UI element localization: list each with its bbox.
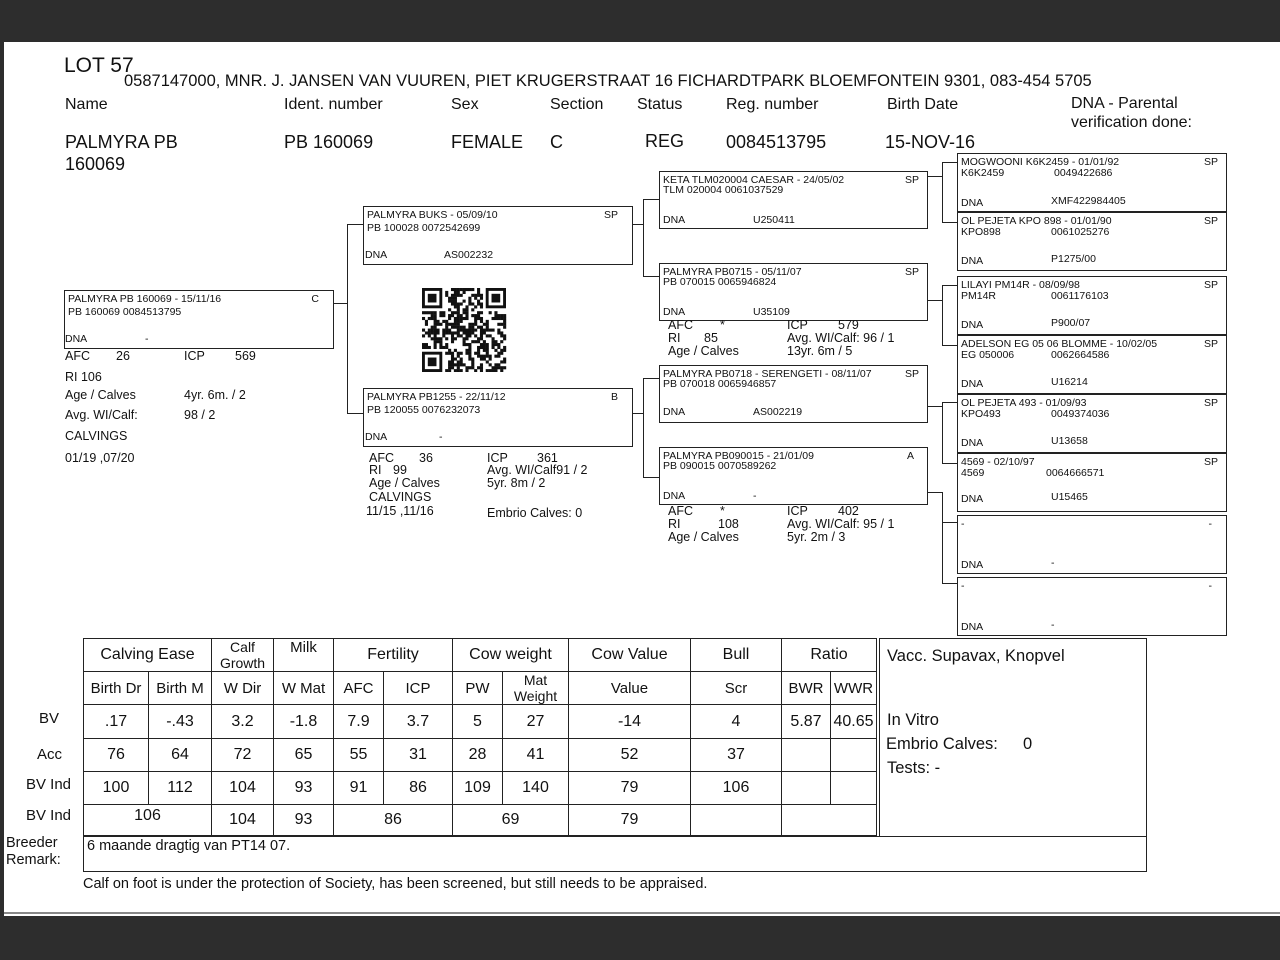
dam-title: PALMYRA PB1255 - 22/11/12 — [367, 391, 506, 403]
ggp-title: 4569 - 02/10/97 — [961, 456, 1035, 468]
dam-tag: B — [610, 391, 618, 403]
pedigree-certificate — [4, 42, 1280, 916]
ggp-reg: 0049374036 — [1051, 408, 1110, 420]
ggp-dna-label: DNA — [961, 621, 984, 633]
dam-calvings-label: CALVINGS — [369, 490, 432, 504]
gp-ids: TLM 020004 0061037529 — [663, 184, 784, 196]
gp-dna-value: U250411 — [753, 214, 795, 226]
ggp-reg: 0061176103 — [1051, 290, 1109, 302]
sire-tag: SP — [603, 209, 618, 221]
bv-ind-cell: 104 — [212, 772, 274, 805]
subject-dna-label: DNA — [65, 333, 88, 345]
row-label-bv: BV — [39, 710, 60, 727]
animal-birth: 15-NOV-16 — [885, 132, 976, 152]
connector — [942, 285, 957, 286]
great-grandparent-box — [957, 335, 1227, 394]
grandparent-box — [659, 365, 928, 423]
animal-reg: 0084513795 — [726, 132, 827, 152]
subject-box — [64, 290, 334, 349]
lot-number: LOT 57 — [64, 54, 134, 77]
bv-ind-cell — [831, 772, 877, 805]
connector — [942, 402, 957, 403]
dam-embrio: Embrio Calves: 0 — [487, 506, 583, 520]
bv-ind-cell: 100 — [84, 772, 149, 805]
ggp-dna-label: DNA — [961, 197, 984, 209]
acc-cell: 64 — [149, 739, 212, 772]
ggp-id: PM14R — [961, 290, 997, 302]
sub-pw: PW — [453, 672, 503, 705]
animal-name-1: PALMYRA PB — [65, 132, 178, 152]
gp-ids: PB 070018 0065946857 — [663, 378, 777, 390]
dam-calvings: 11/15 ,11/16 — [366, 504, 434, 518]
sub-scr: Scr — [691, 672, 782, 705]
gp2-age: 13yr. 6m / 5 — [787, 344, 853, 358]
gp-tag: SP — [904, 266, 919, 278]
ggp-dna-value: U16214 — [1051, 376, 1088, 388]
sub-wwr: WWR — [831, 672, 877, 705]
gp2-icp: 579 — [838, 318, 859, 332]
gp4-age: 5yr. 2m / 3 — [787, 530, 846, 544]
dam-ri: 99 — [393, 463, 407, 477]
ggp-dna-label: DNA — [961, 559, 984, 571]
dam-wi: Avg. WI/Calf91 / 2 — [487, 463, 588, 477]
bv-ind-cell: 140 — [503, 772, 569, 805]
bv-ind-2-cell — [691, 805, 782, 836]
sub-afc: AFC — [334, 672, 384, 705]
ggp-dna-label: DNA — [961, 319, 984, 331]
gp-tag: SP — [904, 368, 919, 380]
ggp-dna-value: P900/07 — [1051, 317, 1091, 329]
remark-label-2: Remark: — [6, 852, 61, 868]
owner-details: 0587147000, MNR. J. JANSEN VAN VUUREN, PIET KRUGERSTRAAT 16 FICHARDTPARK BLOEMFONTEIN 9301, 083-454 5705 — [124, 72, 1092, 90]
breeding-values-table — [83, 638, 877, 836]
bv-ind-cell: 79 — [569, 772, 691, 805]
gp2-afc: * — [720, 318, 725, 332]
sub-icp: ICP — [384, 672, 453, 705]
connector — [942, 345, 957, 346]
gp-ids: PB 090015 0070589262 — [663, 460, 777, 472]
footer-note: Calf on foot is under the protection of Society, has been screened, but still needs to be appraised. — [83, 876, 708, 892]
remark-box — [83, 836, 1147, 872]
header-sex: Sex — [451, 96, 479, 113]
sub-birth-m: Birth M — [149, 672, 212, 705]
dam-dna-label: DNA — [365, 431, 388, 443]
row-label-acc: Acc — [37, 746, 63, 763]
connector — [643, 199, 659, 200]
great-grandparent-box — [957, 394, 1227, 453]
group-ratio: Ratio — [782, 639, 877, 672]
ggp-dna-value: - — [1051, 557, 1055, 569]
gp2-wi: Avg. WI/Calf: 96 / 1 — [787, 331, 895, 345]
acc-cell — [782, 739, 831, 772]
bv-ind-2-cell — [782, 805, 877, 836]
acc-cell: 31 — [384, 739, 453, 772]
gp4-ri: 108 — [718, 517, 739, 531]
bv-ind-cell: 86 — [384, 772, 453, 805]
gp-dna-value: U35109 — [753, 306, 790, 318]
sire-dna-label: DNA — [365, 249, 388, 261]
sire-ids: PB 100028 0072542699 — [367, 222, 481, 234]
animal-name-2: 160069 — [65, 154, 126, 174]
ggp-title: ADELSON EG 05 06 BLOMME - 10/02/05 — [961, 338, 1158, 350]
bv-ind-2-cell: 93 — [274, 805, 334, 836]
bv-ind-2-cell: 86 — [334, 805, 453, 836]
animal-ident: PB 160069 — [284, 132, 374, 152]
subject-afc-label: AFC — [65, 349, 90, 363]
group-bull: Bull — [691, 639, 782, 672]
bv-ind-2-cell: 79 — [569, 805, 691, 836]
subject-age-label: Age / Calves — [65, 388, 136, 402]
group-calf-growth: Calf Growth — [212, 639, 274, 672]
ggp-reg: 0061025276 — [1051, 226, 1110, 238]
gp4-ri-label: RI — [668, 517, 681, 531]
group-calving-ease: Calving Ease — [84, 639, 212, 672]
great-grandparent-box — [957, 212, 1227, 271]
connector — [643, 199, 644, 277]
gp4-age-label: Age / Calves — [668, 530, 739, 544]
animal-section: C — [550, 132, 563, 152]
gp-dna-label: DNA — [663, 406, 686, 418]
acc-cell: 41 — [503, 739, 569, 772]
ggp-tag: SP — [1203, 397, 1218, 409]
group-fertility: Fertility — [334, 639, 453, 672]
connector — [926, 176, 943, 177]
remark-label-1: Breeder — [6, 835, 58, 851]
subject-icp: 569 — [235, 349, 256, 363]
gp2-ri-label: RI — [668, 331, 681, 345]
acc-cell: 52 — [569, 739, 691, 772]
dam-ri-label: RI — [369, 463, 382, 477]
bv-ind-cell: 93 — [274, 772, 334, 805]
acc-cell: 76 — [84, 739, 149, 772]
group-cow-value: Cow Value — [569, 639, 691, 672]
dam-afc: 36 — [419, 451, 433, 465]
gp2-afc-label: AFC — [668, 318, 693, 332]
bv-ind-cell — [782, 772, 831, 805]
subject-wi: 98 / 2 — [184, 408, 216, 422]
gp-tag: SP — [904, 174, 919, 186]
gp4-icp-label: ICP — [787, 504, 808, 518]
gp-title: PALMYRA PB090015 - 21/01/09 — [663, 450, 814, 462]
invitro-note: In Vitro — [887, 711, 939, 729]
ggp-dna-label: DNA — [961, 493, 984, 505]
acc-cell — [831, 739, 877, 772]
embrio-label: Embrio Calves: — [886, 735, 998, 753]
ggp-id: K6K2459 — [961, 167, 1005, 179]
sire-dna-value: AS002232 — [444, 249, 494, 261]
connector — [942, 162, 943, 223]
connector — [942, 522, 957, 523]
header-dna-2: verification done: — [1071, 114, 1192, 131]
ggp-dna-value: - — [1051, 619, 1055, 631]
ggp-tag: SP — [1203, 215, 1218, 227]
ggp-id: KPO898 — [961, 226, 1001, 238]
dam-age: 5yr. 8m / 2 — [487, 476, 546, 490]
bv-ind-2-cell: 106 — [84, 805, 212, 836]
gp2-ri: 85 — [704, 331, 718, 345]
sub-value: Value — [569, 672, 691, 705]
subject-calvings-label: CALVINGS — [65, 429, 128, 443]
connector — [926, 300, 943, 301]
bv-cell: .17 — [84, 705, 149, 739]
connector — [332, 303, 348, 304]
ggp-dna-value: U15465 — [1051, 491, 1088, 503]
connector — [926, 406, 943, 407]
bv-cell: 40.65 — [831, 705, 877, 739]
dam-icp: 361 — [537, 451, 558, 465]
ggp-title: - — [961, 518, 965, 530]
great-grandparent-box — [957, 276, 1227, 335]
ggp-id: 4569 — [961, 467, 985, 479]
acc-cell: 72 — [212, 739, 274, 772]
bv-cell: -.43 — [149, 705, 212, 739]
tests-note: Tests: - — [887, 759, 941, 777]
sire-box — [363, 206, 633, 265]
bv-ind-cell: 106 — [691, 772, 782, 805]
header-birth: Birth Date — [887, 96, 959, 113]
great-grandparent-box — [957, 577, 1227, 636]
gp-title: PALMYRA PB0718 - SERENGETI - 08/11/07 — [663, 368, 872, 380]
great-grandparent-box — [957, 153, 1227, 212]
grandparent-box — [659, 171, 928, 229]
bv-cell: 3.2 — [212, 705, 274, 739]
sub-bwr: BWR — [782, 672, 831, 705]
gp-tag: A — [906, 450, 914, 462]
header-ident: Ident. number — [284, 96, 383, 113]
connector — [942, 463, 957, 464]
connector — [643, 276, 659, 277]
ggp-dna-value: P1275/00 — [1051, 253, 1096, 265]
subject-dna-value: - — [145, 333, 149, 345]
gp4-wi: Avg. WI/Calf: 95 / 1 — [787, 517, 895, 531]
ggp-id: KPO493 — [961, 408, 1001, 420]
header-name: Name — [65, 96, 108, 113]
bv-ind-cell: 109 — [453, 772, 503, 805]
gp2-icp-label: ICP — [787, 318, 808, 332]
great-grandparent-box — [957, 453, 1227, 512]
sub-mat-weight: Mat Weight — [503, 672, 569, 705]
animal-status: REG — [645, 131, 685, 151]
ggp-dna-value: XMF422984405 — [1051, 195, 1126, 207]
ggp-title: OL PEJETA 493 - 01/09/93 — [961, 397, 1087, 409]
connector — [926, 492, 943, 493]
ggp-tag: SP — [1203, 338, 1218, 350]
subject-age: 4yr. 6m. / 2 — [184, 388, 246, 402]
row-label-bv-ind: BV Ind — [26, 776, 72, 793]
subject-calvings: 01/19 ,07/20 — [65, 451, 135, 465]
ggp-tag: SP — [1203, 279, 1218, 291]
ggp-tag: SP — [1203, 156, 1218, 168]
bv-ind-2-cell: 104 — [212, 805, 274, 836]
vacc-note: Vacc. Supavax, Knopvel — [887, 647, 1065, 665]
sub-w-dir: W Dir — [212, 672, 274, 705]
bottom-margin — [4, 916, 1280, 960]
subject-icp-label: ICP — [184, 349, 205, 363]
bv-ind-cell: 91 — [334, 772, 384, 805]
connector — [643, 378, 644, 478]
acc-cell: 28 — [453, 739, 503, 772]
ggp-title: LILAYI PM14R - 08/09/98 — [961, 279, 1080, 291]
bv-cell: -1.8 — [274, 705, 334, 739]
embrio-value: 0 — [1023, 735, 1033, 753]
sire-title: PALMYRA BUKS - 05/09/10 — [367, 209, 498, 221]
connector — [942, 583, 957, 584]
bv-cell: 5.87 — [782, 705, 831, 739]
gp-ids: PB 070015 0065946824 — [663, 276, 777, 288]
gp-dna-label: DNA — [663, 306, 686, 318]
grandparent-box — [659, 263, 928, 321]
gp-dna-value: - — [753, 490, 757, 502]
great-grandparent-box — [957, 515, 1227, 574]
gp4-afc: * — [720, 504, 725, 518]
header-reg: Reg. number — [726, 96, 819, 113]
subject-ri: RI 106 — [65, 370, 102, 384]
acc-cell: 55 — [334, 739, 384, 772]
ggp-dna-label: DNA — [961, 378, 984, 390]
bv-cell: -14 — [569, 705, 691, 739]
dam-dna-value: - — [439, 431, 443, 443]
dam-age-label: Age / Calves — [369, 476, 440, 490]
group-cow-weight: Cow weight — [453, 639, 569, 672]
ggp-dna-value: U13658 — [1051, 435, 1088, 447]
grandparent-box — [659, 447, 928, 505]
gp4-icp: 402 — [838, 504, 859, 518]
bv-cell: 7.9 — [334, 705, 384, 739]
ggp-title: MOGWOONI K6K2459 - 01/01/92 — [961, 156, 1120, 168]
subject-afc: 26 — [116, 349, 130, 363]
connector — [643, 477, 659, 478]
connector — [347, 413, 363, 414]
subject-section: C — [311, 293, 319, 305]
gp-title: KETA TLM020004 CAESAR - 24/05/02 — [663, 174, 845, 186]
bv-ind-cell: 112 — [149, 772, 212, 805]
ggp-tag: - — [1208, 580, 1212, 592]
dam-box — [363, 388, 633, 447]
connector — [347, 224, 363, 225]
connector — [942, 162, 957, 163]
dam-afc-label: AFC — [369, 451, 394, 465]
gp-dna-value: AS002219 — [753, 406, 803, 418]
bv-ind-2-cell: 69 — [453, 805, 569, 836]
connector — [942, 402, 943, 464]
gp-title: PALMYRA PB0715 - 05/11/07 — [663, 266, 802, 278]
connector — [643, 378, 659, 379]
animal-sex: FEMALE — [451, 132, 524, 152]
ggp-title: OL PEJETA KPO 898 - 01/01/90 — [961, 215, 1112, 227]
bv-cell: 5 — [453, 705, 503, 739]
ggp-tag: SP — [1203, 456, 1218, 468]
subject-ids: PB 160069 0084513795 — [68, 306, 182, 318]
ggp-dna-label: DNA — [961, 437, 984, 449]
gp2-age-label: Age / Calves — [668, 344, 739, 358]
sub-w-mat: W Mat — [274, 672, 334, 705]
bv-cell: 3.7 — [384, 705, 453, 739]
ggp-reg: 0064666571 — [1046, 467, 1105, 479]
connector — [942, 492, 943, 584]
ggp-title: - — [961, 580, 965, 592]
header-section: Section — [550, 96, 604, 113]
subject-title: PALMYRA PB 160069 - 15/11/16 — [68, 293, 222, 305]
remark-text: 6 maande dragtig van PT14 07. — [87, 838, 291, 854]
acc-cell: 65 — [274, 739, 334, 772]
subject-wi-label: Avg. WI/Calf: — [65, 408, 138, 422]
dam-icp-label: ICP — [487, 451, 508, 465]
ggp-reg: 0062664586 — [1051, 349, 1110, 361]
row-label-bv-ind-2: BV Ind — [26, 807, 72, 824]
qr-code-icon — [422, 288, 510, 372]
connector — [942, 285, 943, 346]
bv-cell: 27 — [503, 705, 569, 739]
notes-box — [879, 638, 1147, 838]
bv-cell: 4 — [691, 705, 782, 739]
dam-ids: PB 120055 0076232073 — [367, 404, 481, 416]
gp-dna-label: DNA — [663, 490, 686, 502]
header-status: Status — [637, 96, 683, 113]
sub-birth-dr: Birth Dr — [84, 672, 149, 705]
group-milk: Milk — [274, 639, 334, 672]
ggp-dna-label: DNA — [961, 255, 984, 267]
gp4-afc-label: AFC — [668, 504, 693, 518]
ggp-id: EG 050006 — [961, 349, 1015, 361]
ggp-tag: - — [1208, 518, 1212, 530]
gp-dna-label: DNA — [663, 214, 686, 226]
ggp-reg: 0049422686 — [1054, 167, 1113, 179]
connector — [942, 222, 957, 223]
acc-cell: 37 — [691, 739, 782, 772]
connector — [347, 224, 348, 414]
header-dna-1: DNA - Parental — [1071, 95, 1178, 112]
bottom-rule — [4, 912, 1280, 914]
